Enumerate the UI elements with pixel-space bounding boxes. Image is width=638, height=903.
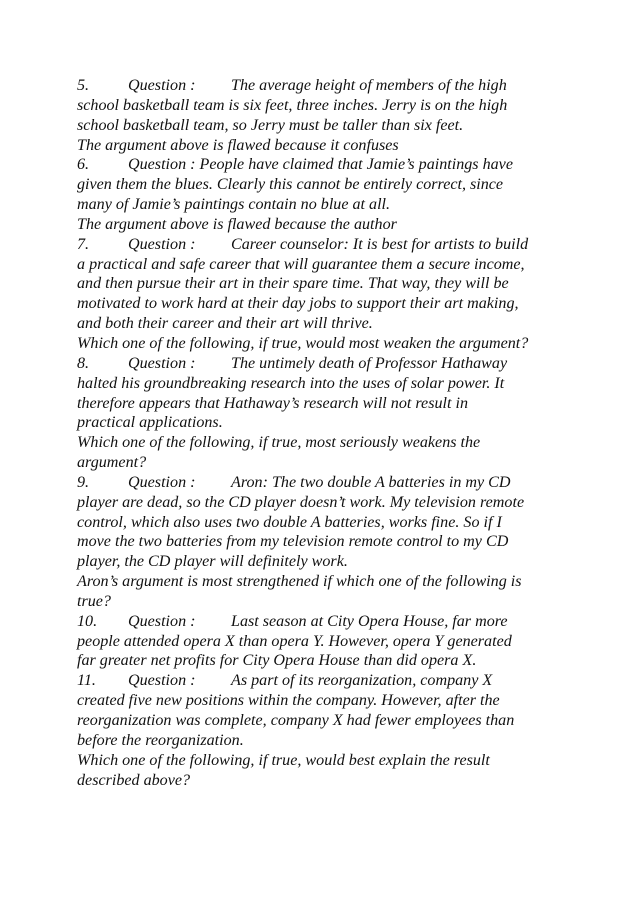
question-text-line: player are dead, so the CD player doesn’t work. My television remote [77,493,525,511]
question-prefix: Question : People have claimed that Jamie’s paintings have [128,156,513,174]
question-text-line: people attended opera X than opera Y. However, opera Y generated [77,632,512,650]
question-text: Aron: The two double A batteries in my CD [231,473,511,491]
question-text: Last season at City Opera House, far more [231,612,508,630]
question-text-line: reorganization was complete, company X had fewer employees than [77,712,515,729]
question-list [77,76,567,790]
question-text-line: created five new positions within the company. However, after the [77,692,500,710]
question-prompt: The argument above is flawed because it confuses [77,136,399,154]
question-number: 11. [77,672,96,690]
question-text-line: practical applications. [77,414,223,432]
question-number: 10. [77,612,98,630]
question-text: As part of its reorganization, company X [231,672,493,690]
question-text-line: given them the blues. Clearly this cannot be entirely correct, since [77,176,504,194]
question-prefix: Question : [128,354,196,372]
question-8-first-line [77,354,567,374]
question-text-line: far greater net profits for City Opera House than did opera X. [77,652,477,670]
question-5-first-line [77,76,567,96]
question-number: 5. [77,77,90,94]
question-text-line: school basketball team, so Jerry must be taller than six feet. [77,116,464,134]
question-11-first-line [77,671,567,691]
question-text-line: therefore appears that Hathaway’s research will not result in [77,394,468,412]
question-text-line: school basketball team is six feet, three inches. Jerry is on the high [77,96,508,114]
question-prefix: Question : [128,612,196,630]
question-9-first-line [77,473,567,493]
question-text-line: before the reorganization. [77,731,244,749]
question-text-line: motivated to work hard at their day jobs to support their art making, [77,295,519,313]
question-6-first-line [77,155,567,175]
question-prompt: Which one of the following, if true, most seriously weakens the [77,434,481,452]
question-10-first-line [77,612,567,632]
question-number: 7. [77,235,90,253]
question-text-line: move the two batteries from my television remote control to my CD [77,533,509,551]
question-prompt: argument? [77,454,147,472]
question-prefix: Question : [128,473,196,491]
question-prompt: true? [77,592,111,610]
question-text-line: and both their career and their art will thrive. [77,315,373,333]
question-text: The untimely death of Professor Hathaway [231,354,508,372]
question-prefix: Question : [128,235,196,253]
question-text-line: control, which also uses two double A batteries, works fine. So if I [77,513,502,531]
question-prompt: The argument above is flawed because the author [77,215,397,233]
question-prompt: described above? [77,771,191,789]
question-number: 9. [77,473,90,491]
question-text-line: a practical and safe career that will guarantee them a secure income, [77,255,525,273]
question-prompt: Aron’s argument is most strengthened if which one of the following is [77,573,522,591]
question-prefix: Question : [128,77,196,94]
question-text: Career counselor: It is best for artists to build [231,235,529,253]
question-number: 6. [77,156,90,174]
question-prompt: Which one of the following, if true, would most weaken the argument? [77,334,529,352]
question-number: 8. [77,354,90,372]
question-7-first-line [77,235,567,255]
question-text-line: many of Jamie’s paintings contain no blue at all. [77,196,391,214]
question-prompt: Which one of the following, if true, would best explain the result [77,751,490,769]
question-text-line: halted his groundbreaking research into the uses of solar power. It [77,374,505,392]
question-text-line: and then pursue their art in their spare time. That way, they will be [77,275,509,293]
question-text-line: player, the CD player will definitely work. [77,553,348,571]
question-prefix: Question : [128,672,196,690]
question-text: The average height of members of the high [231,77,507,94]
